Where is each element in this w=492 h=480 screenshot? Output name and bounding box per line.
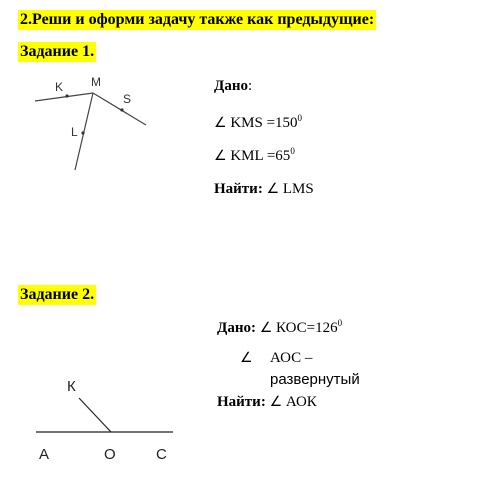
- task2-find-value: АОК: [285, 394, 317, 410]
- task1-given-colon: :: [247, 78, 253, 94]
- task2-given-1: [217, 318, 342, 337]
- label-a: А: [39, 446, 50, 463]
- task2-find: [217, 394, 317, 411]
- degree-sup: 0: [297, 113, 303, 123]
- angle-icon: ∠: [259, 320, 273, 336]
- label-k: K: [55, 80, 64, 94]
- task1-find-label: Найти:: [214, 181, 263, 197]
- task1-find: [214, 181, 314, 198]
- angle-icon: ∠: [214, 148, 227, 164]
- task1-given-2: [214, 146, 295, 165]
- ray-ok: [79, 398, 111, 432]
- angle-icon: ∠: [266, 181, 280, 197]
- task2-find-label: Найти:: [217, 394, 266, 410]
- ray-ms: [93, 93, 146, 125]
- angle-icon: ∠: [269, 394, 283, 410]
- label-k2: К: [67, 378, 76, 395]
- task1-given-1-text: KMS =150: [230, 115, 298, 131]
- assignment-heading: 2.Реши и оформи задачу также как предыдущие:: [20, 11, 375, 28]
- task2-title: Задание 2.: [20, 286, 95, 303]
- angle-icon: ∠: [214, 115, 227, 131]
- task2-given-2-line2: развернутый: [270, 371, 360, 388]
- ray-mk: [35, 93, 93, 101]
- task2-given-label: Дано:: [217, 320, 256, 336]
- task1-given-1: [214, 113, 302, 132]
- task1-given-header: [214, 78, 252, 95]
- label-m: M: [91, 75, 101, 89]
- degree-sup: 0: [290, 146, 295, 156]
- label-c: С: [156, 446, 167, 463]
- task1-given-2-text: KML =65: [230, 148, 291, 164]
- task1-given-label: Дано: [214, 78, 248, 94]
- label-l: L: [71, 125, 78, 139]
- point-k: [65, 94, 68, 97]
- task1-title: Задание 1.: [20, 43, 95, 60]
- task1-find-value: LMS: [282, 181, 314, 197]
- point-s: [120, 108, 123, 111]
- task2-given-2: [240, 350, 253, 367]
- label-o: О: [104, 446, 116, 463]
- label-s: S: [123, 92, 132, 106]
- task2-given-1-text: КОС=126: [276, 320, 338, 336]
- task2-given-2-line1: АОС –: [270, 350, 313, 366]
- task2-figure: [36, 398, 173, 432]
- point-l: [81, 131, 84, 134]
- angle-icon: ∠: [240, 350, 253, 366]
- degree-sup: 0: [337, 318, 343, 328]
